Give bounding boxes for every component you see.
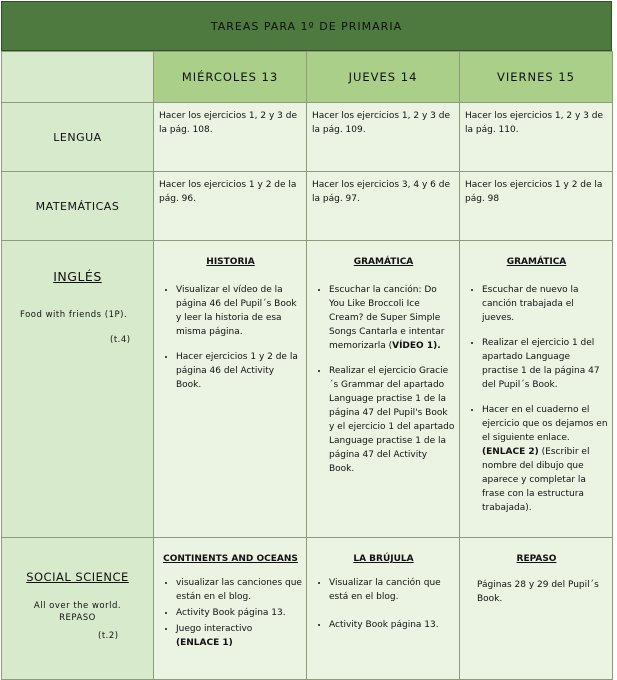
social-subtitle-line: All over the world. — [33, 601, 122, 611]
social-wed-list — [159, 576, 302, 650]
ingles-wed-title: HISTORIA — [206, 257, 255, 267]
list-item: • Visualizar la canción que está en el blog. — [329, 576, 455, 604]
social-science-row — [2, 538, 613, 680]
matematicas-friday: Hacer los ejercicios 1 y 2 de la pág. 98 — [460, 172, 613, 241]
page-title: TAREAS PARA 1º DE PRIMARIA — [1, 1, 612, 51]
lengua-thursday: Hacer los ejercicios 1, 2 y 3 de la pág. 109. — [307, 103, 460, 172]
social-fri-title: REPASO — [516, 554, 557, 564]
ingles-thursday — [307, 241, 460, 538]
social-thu-title: LA BRÚJULA — [353, 554, 414, 564]
enlace-2-link[interactable]: (ENLACE 2) — [482, 447, 539, 457]
social-wednesday — [154, 538, 307, 680]
days-header-row — [2, 52, 613, 103]
item-text: Hacer en el cuaderno el ejercicio que os dejamos en el siguiente enlace. — [482, 405, 608, 443]
list-item: • Escuchar de nuevo la canción trabajada el jueves. — [482, 283, 608, 325]
day-header-friday: VIERNES 15 — [460, 52, 613, 103]
video-1-link[interactable]: VÍDEO 1). — [392, 341, 441, 351]
subject-social-cell — [2, 538, 154, 680]
social-thu-list — [312, 576, 455, 632]
subject-lengua: LENGUA — [2, 103, 154, 172]
item-text: Escuchar la canción: Do You Like Broccoli Ice Cream? de Super Simple Songs Cantarla e intentar memorizarla ( — [329, 285, 445, 351]
enlace-1-link[interactable]: (ENLACE 1) — [176, 638, 233, 648]
subject-matematicas: MATEMÁTICAS — [2, 172, 154, 241]
item-text: Juego interactivo — [176, 624, 253, 634]
subject-ingles: INGLÉS — [53, 269, 102, 284]
list-item — [482, 403, 608, 515]
lengua-friday: Hacer los ejercicios 1, 2 y 3 de la pág. 110. — [460, 103, 613, 172]
social-tag: (t.2) — [98, 631, 119, 641]
subject-ingles-cell — [2, 241, 154, 538]
list-item: • Visualizar el vídeo de la página 46 del Pupil´s Book y leer la historia de esa misma página. — [176, 283, 302, 339]
subject-social-science: SOCIAL SCIENCE — [26, 570, 129, 584]
social-friday — [460, 538, 613, 680]
item-text: (Escribir el nombre del dibujo que aparece y completar la frase con la estructura trabajada). — [482, 447, 590, 513]
day-header-thursday: JUEVES 14 — [307, 52, 460, 103]
matematicas-thursday: Hacer los ejercicios 3, 4 y 6 de la pág. 97. — [307, 172, 460, 241]
ingles-row — [2, 241, 613, 538]
ingles-friday — [460, 241, 613, 538]
list-item: • Realizar el ejercicio Gracie´s Grammar del apartado Language practise 1 de la página 47 del Pupil's Book y el ejercicio 1 del apartado Language practise 1 de la página 47 del Activity Book. — [329, 364, 455, 476]
day-header-wednesday: MIÉRCOLES 13 — [154, 52, 307, 103]
social-thursday — [307, 538, 460, 680]
list-item — [329, 283, 455, 353]
social-subtitle-line: REPASO — [59, 613, 96, 623]
corner-cell — [2, 52, 154, 103]
ingles-fri-list — [465, 283, 608, 515]
list-item: • Hacer ejercicios 1 y 2 de la página 46 del Activity Book. — [176, 350, 302, 392]
list-item: • Realizar el ejercicio 1 del apartado Language practise 1 de la página 47 del Pupil´s Book. — [482, 336, 608, 392]
ingles-wednesday — [154, 241, 307, 538]
ingles-fri-title: GRAMÁTICA — [506, 257, 567, 267]
ingles-thu-title: GRAMÁTICA — [353, 257, 414, 267]
ingles-subtitle: Food with friends (1P). — [20, 310, 128, 320]
list-item: • Activity Book página 13. — [176, 606, 302, 620]
matematicas-row — [2, 172, 613, 241]
ingles-tag: (t.4) — [110, 335, 131, 345]
social-wed-title: CONTINENTS AND OCEANS — [163, 554, 298, 564]
matematicas-wednesday: Hacer los ejercicios 1 y 2 de la pág. 96. — [154, 172, 307, 241]
list-item: • Activity Book página 13. — [329, 618, 455, 632]
social-fri-text: Páginas 28 y 29 del Pupil´s Book. — [477, 580, 599, 604]
list-item: • visualizar las canciones que están en el blog. — [176, 576, 302, 604]
list-item — [176, 622, 302, 650]
ingles-wed-list — [159, 283, 302, 392]
lengua-row — [2, 103, 613, 172]
lengua-wednesday: Hacer los ejercicios 1, 2 y 3 de la pág. 108. — [154, 103, 307, 172]
schedule-table — [1, 51, 613, 680]
social-subtitle — [2, 600, 153, 624]
ingles-thu-list — [312, 283, 455, 476]
